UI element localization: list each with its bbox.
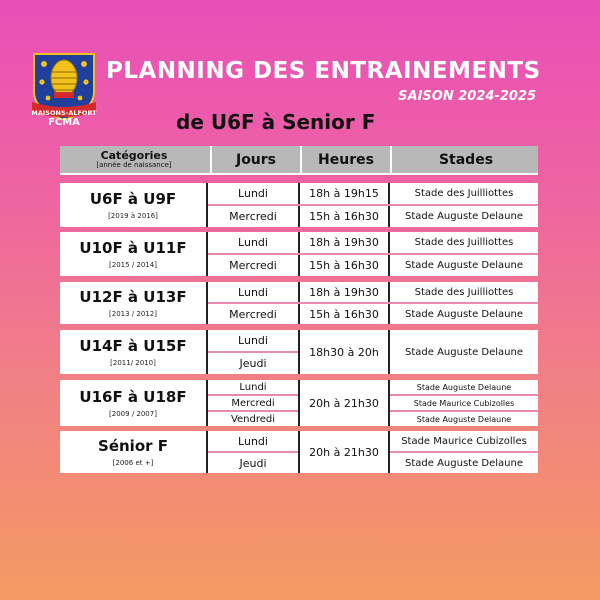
day-cell: Mercredi: [231, 397, 275, 409]
time-cell: 15h à 16h30: [309, 210, 379, 223]
stadium-cell: Stade Auguste Delaune: [405, 260, 523, 271]
schedule-group-u16f-u18f: [60, 380, 538, 426]
time-cell: 18h à 19h30: [309, 236, 379, 249]
stadium-cell: Stade Auguste Delaune: [405, 211, 523, 222]
stadium-cell: Stade Auguste Delaune: [416, 382, 512, 392]
stadium-cell: Stade des Juilliottes: [414, 188, 514, 199]
stadium-cell: Stade Maurice Cubizolles: [413, 398, 515, 408]
header-heures: Heures: [300, 146, 390, 173]
day-cell: Mercredi: [229, 210, 277, 223]
day-cell: Mercredi: [229, 307, 277, 321]
header-categories: Catégories [année de naissance]: [96, 149, 172, 169]
category-cell: U6F à U9F [2019 à 2016]: [89, 190, 177, 220]
time-cell: 20h à 21h30: [309, 396, 379, 410]
category-cell: U14F à U15F [2011/ 2010]: [79, 337, 187, 367]
stadium-cell: Stade Maurice Cubizolles: [401, 435, 527, 447]
day-cell: Lundi: [239, 381, 267, 393]
time-cell: 15h à 16h30: [309, 307, 379, 321]
day-cell: Jeudi: [239, 456, 267, 470]
stadium-cell: Stade Auguste Delaune: [405, 308, 523, 320]
day-cell: Lundi: [238, 187, 268, 200]
stadium-cell: Stade Auguste Delaune: [405, 346, 523, 358]
club-name: MAISONS-ALFORT: [31, 109, 97, 117]
day-cell: Lundi: [238, 334, 268, 347]
stadium-cell: Stade des Juilliottes: [414, 286, 514, 298]
time-cell: 18h à 19h30: [309, 285, 379, 299]
time-cell: 18h à 19h15: [309, 187, 379, 200]
table-header: [60, 146, 538, 175]
day-cell: Vendredi: [230, 413, 276, 425]
category-cell: U12F à U13F [2013 / 2012]: [79, 288, 187, 318]
page-subtitle: de U6F à Senior F: [176, 110, 376, 134]
schedule-group-u10f-u11f: [60, 232, 538, 276]
schedule-group-senior-f: [60, 431, 538, 473]
stadium-cell: Stade Auguste Delaune: [405, 457, 523, 469]
category-cell: U16F à U18F [2009 / 2007]: [79, 388, 187, 418]
schedule-group-u12f-u13f: [60, 282, 538, 324]
day-cell: Lundi: [238, 434, 268, 448]
schedule-group-u6f-u9f: [60, 183, 538, 227]
day-cell: Mercredi: [229, 259, 277, 272]
category-cell: Sénior F [2006 et +]: [98, 437, 168, 467]
club-abbr: FCMA: [48, 117, 80, 128]
page-title: PLANNING DES ENTRAINEMENTS: [106, 58, 541, 84]
day-cell: Lundi: [238, 236, 268, 249]
time-cell: 15h à 16h30: [309, 259, 379, 272]
header-jours: Jours: [210, 146, 300, 173]
schedule-group-u14f-u15f: [60, 330, 538, 374]
time-cell: 20h à 21h30: [309, 445, 379, 459]
day-cell: Jeudi: [239, 357, 267, 370]
category-cell: U10F à U11F [2015 / 2014]: [79, 239, 187, 269]
time-cell: 18h30 à 20h: [309, 345, 379, 359]
header-stades: Stades: [390, 146, 540, 173]
season-label: SAISON 2024-2025: [398, 89, 536, 104]
stadium-cell: Stade des Juilliottes: [414, 237, 514, 248]
day-cell: Lundi: [238, 285, 268, 299]
stadium-cell: Stade Auguste Delaune: [416, 414, 512, 424]
